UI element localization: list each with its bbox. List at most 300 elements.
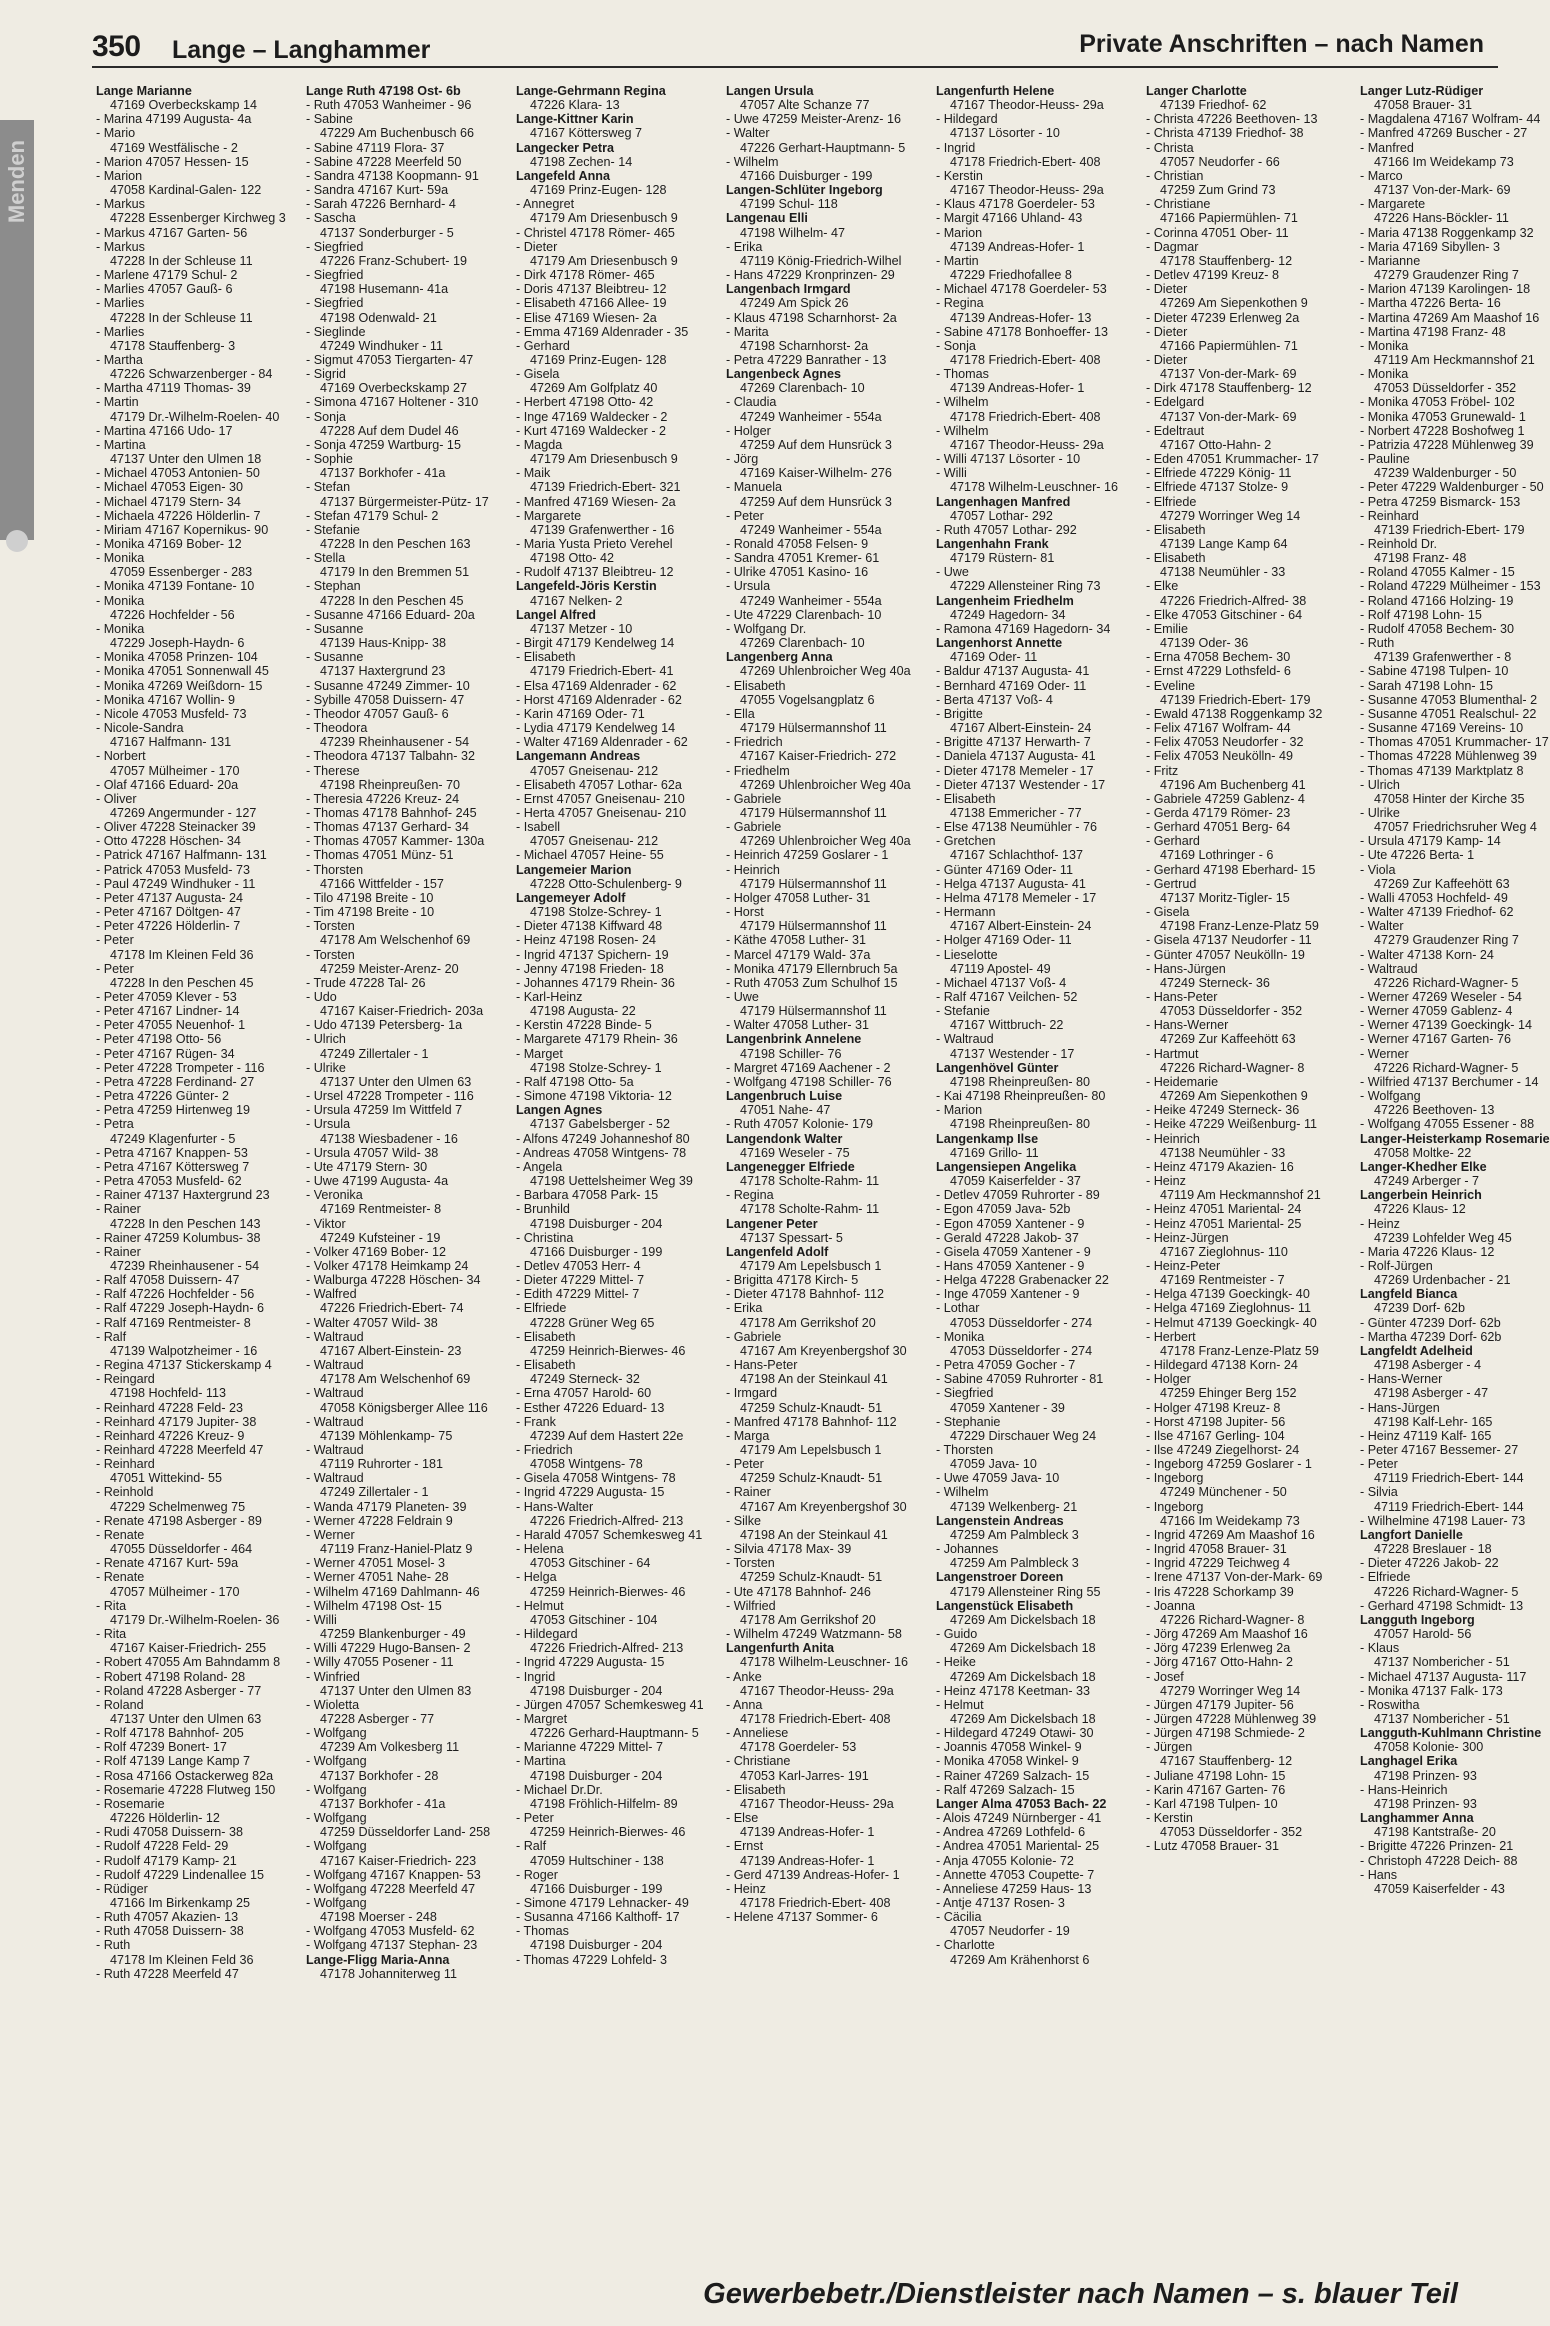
listing-line: - Rosa 47166 Ostackerweg 82a <box>96 1768 274 1783</box>
listing-line: - Helena <box>516 1542 564 1557</box>
listing-line: 47139 Andreas-Hofer- 1 <box>950 381 1085 396</box>
listing-line: 47139 Möhlenkamp- 75 <box>320 1428 453 1443</box>
listing-line: - Margarete 47179 Rhein- 36 <box>516 1032 678 1047</box>
listing-line: 47269 Am Dickelsbach 18 <box>950 1669 1096 1684</box>
listing-line: 47226 Franz-Schubert- 19 <box>320 253 468 268</box>
listing-line: - Dieter <box>1146 324 1188 339</box>
listing-line: - Susanna 47166 Kalthoff- 17 <box>516 1910 680 1925</box>
listing-line: - Ingrid 47229 Teichweg 4 <box>1146 1556 1290 1571</box>
listing-line: 47059 Kaiserfelder - 37 <box>950 1174 1081 1189</box>
listing-line: 47058 Hinter der Kirche 35 <box>1374 791 1525 806</box>
listing-line: - Marina 47199 Augusta- 4a <box>96 112 252 127</box>
listing-line: - Theresia 47226 Kreuz- 24 <box>306 791 460 806</box>
listing-line: - Manfred <box>1360 140 1414 155</box>
listing-line: - Markus <box>96 239 145 254</box>
listing-line: - Irmgard <box>726 1386 778 1401</box>
listing-line: 47137 Borkhofer - 41a <box>320 466 446 481</box>
listing-line: - Peter 47226 Hölderlin- 7 <box>96 919 241 934</box>
listing-line: - Wilhelm 47169 Dahlmann- 46 <box>306 1584 480 1599</box>
listing-line: - Gerda 47179 Römer- 23 <box>1146 805 1291 820</box>
listing-line: - Dirk 47178 Römer- 465 <box>516 268 655 283</box>
listing-line: - Nicole 47053 Musfeld- 73 <box>96 706 247 721</box>
listing-line: 47139 Lange Kamp 64 <box>1160 537 1288 551</box>
listing-line: - Lutz 47058 Brauer- 31 <box>1146 1839 1280 1854</box>
listing-line: 47269 Clarenbach- 10 <box>740 381 865 396</box>
listing-line: - Marco <box>1360 168 1403 183</box>
listing-line: 47119 Franz-Haniel-Platz 9 <box>320 1542 473 1557</box>
listing-line: - Peter 47167 Rügen- 34 <box>96 1046 235 1061</box>
listing-line: - Sieglinde <box>306 324 366 339</box>
listing-line: Langenfeld Adolf <box>726 1244 829 1259</box>
listing-line: - Karl-Heinz <box>516 990 583 1004</box>
listing-line: - Silvia 47178 Max- 39 <box>726 1542 852 1557</box>
listing-line: 47228 Breslauer - 18 <box>1374 1542 1492 1557</box>
listing-line: - Christa <box>1146 140 1194 155</box>
listing-line: 47198 Duisburger - 204 <box>530 1216 663 1231</box>
listing-line: - Viktor <box>306 1216 346 1231</box>
listing-line: 47167 Nelken- 2 <box>530 593 623 608</box>
listing-line: 47138 Neumühler - 33 <box>1160 1145 1286 1160</box>
listing-line: 47198 Stolze-Schrey- 1 <box>530 905 662 920</box>
listing-line: - Gerhard 47198 Schmidt- 13 <box>1360 1598 1524 1613</box>
listing-line: 47198 Rheinpreußen- 70 <box>320 777 461 792</box>
listing-line: - Sabine 47059 Ruhrorter - 81 <box>936 1372 1104 1387</box>
listing-line: - Erika <box>726 1301 763 1316</box>
listing-line: 47228 In der Schleuse 11 <box>110 253 253 268</box>
listing-line: - Anke <box>726 1669 762 1684</box>
listing-line: 47269 Am Dickelsbach 18 <box>950 1612 1096 1627</box>
listing-line: - Renate 47198 Asberger - 89 <box>96 1513 262 1528</box>
listing-line: 47167 Zieglohnus- 110 <box>1160 1244 1288 1259</box>
listing-line: - Josef <box>1146 1669 1184 1684</box>
listing-line: - Monika 47058 Winkel- 9 <box>936 1754 1079 1769</box>
listing-line: - Juliane 47198 Lohn- 15 <box>1146 1768 1286 1783</box>
listing-line: 47228 Grüner Weg 65 <box>530 1315 655 1330</box>
listing-line: - Rudolf 47179 Kamp- 21 <box>96 1853 237 1868</box>
listing-line: - Elisabeth <box>726 678 786 693</box>
listing-line: 47055 Düsseldorfer - 464 <box>110 1542 253 1557</box>
listing-line: 47169 Kaiser-Wilhelm- 276 <box>740 466 892 481</box>
listing-line: - Jörg 47239 Erlenweg 2a <box>1146 1641 1291 1656</box>
listing-line: - Waltraud <box>936 1032 994 1047</box>
listing-line: - Rudolf 47137 Bleibtreu- 12 <box>516 565 674 580</box>
listing-line: - Elisabeth <box>726 1782 786 1797</box>
listing-line: 47178 Am Welschenhof 69 <box>320 1372 471 1387</box>
listing-line: - Hans-Peter <box>726 1358 798 1373</box>
listing-line: 47137 Nombericher - 51 <box>1374 1655 1510 1670</box>
listing-line: - Gabriele 47259 Gablenz- 4 <box>1146 791 1305 806</box>
listing-line: - Thomas 47178 Bahnhof- 245 <box>306 805 477 820</box>
listing-line: - Monika <box>96 593 145 608</box>
listing-line: - Petra 47167 Köttersweg 7 <box>96 1159 250 1174</box>
listing-line: - Sonja 47259 Wartburg- 15 <box>306 437 461 452</box>
listing-line: - Udo <box>306 990 337 1004</box>
listing-line: - Rita <box>96 1598 127 1613</box>
listing-line: - Thomas 47137 Gerhard- 34 <box>306 820 469 835</box>
listing-line: - Gerd 47139 Andreas-Hofer- 1 <box>726 1867 900 1882</box>
listing-line: Lange-Kittner Karin <box>516 112 634 127</box>
listing-column-7 <box>1360 84 1550 2234</box>
listing-line: 47178 Goerdeler- 53 <box>740 1740 857 1755</box>
listing-line: 47269 Zur Kaffeehött 63 <box>1160 1032 1296 1047</box>
listing-line: 47167 Albert-Einstein- 23 <box>320 1343 462 1358</box>
listing-line: - Petra 47229 Banrather - 13 <box>726 352 887 367</box>
listing-line: - Wilhelm <box>936 395 989 410</box>
listing-line: Langemeier Marion <box>516 862 632 877</box>
listing-line: - Michael 47053 Antonien- 50 <box>96 466 260 481</box>
listing-line: - Marlies <box>96 324 145 339</box>
listing-line: 47179 Allensteiner Ring 55 <box>950 1584 1101 1599</box>
listing-line: 47139 Andreas-Hofer- 1 <box>950 239 1085 254</box>
listing-line: 47198 Otto- 42 <box>530 551 615 566</box>
listing-line: - Udo 47139 Petersberg- 1a <box>306 1018 463 1033</box>
listing-line: 47239 Rheinhausener - 54 <box>110 1258 260 1273</box>
listing-line: 47167 Theodor-Heuss- 29a <box>950 183 1104 198</box>
listing-line: - Martina <box>516 1754 566 1769</box>
listing-line: - Wanda 47179 Planeten- 39 <box>306 1499 467 1514</box>
listing-line: - Monika <box>1360 338 1409 353</box>
listing-line: - Ruth 47058 Duissern- 38 <box>96 1924 244 1939</box>
listing-line: - Thomas 47057 Kammer- 130a <box>306 834 485 849</box>
listing-line: - Werner 47228 Feldrain 9 <box>306 1513 453 1528</box>
listing-line: - Petra 47059 Gocher - 7 <box>936 1358 1076 1373</box>
listing-line: 47269 Am Siepenkothen 9 <box>1160 296 1308 311</box>
listing-line: - Ute 47178 Bahnhof- 246 <box>726 1584 871 1599</box>
listing-line: - Walter 47057 Wild- 38 <box>306 1315 438 1330</box>
listing-line: - Wolfgang <box>306 1782 367 1797</box>
listing-line: - Heinz-Peter <box>1146 1258 1221 1273</box>
listing-line: - Jörg 47167 Otto-Hahn- 2 <box>1146 1655 1294 1670</box>
listing-line: 47166 Wittfelder - 157 <box>320 876 444 891</box>
listing-line: 47198 Fröhlich-Hilfelm- 89 <box>530 1796 678 1811</box>
listing-line: - Heinz 47051 Mariental- 24 <box>1146 1202 1302 1217</box>
listing-line: - Ruth <box>96 1938 131 1953</box>
listing-line: - Ernst <box>726 1839 764 1854</box>
listing-line: - Rosemarie 47228 Flutweg 150 <box>96 1782 276 1797</box>
listing-line: - Ralf 47198 Otto- 5a <box>516 1074 634 1089</box>
listing-line: Langefeld Anna <box>516 168 610 183</box>
listing-line: 47229 Joseph-Haydn- 6 <box>110 636 245 651</box>
listing-line: - Petra 47228 Ferdinand- 27 <box>96 1074 255 1089</box>
listing-line: - Willi 47229 Hugo-Bansen- 2 <box>306 1641 471 1656</box>
listing-line: - Elisabeth <box>1146 551 1206 566</box>
listing-column-3 <box>516 84 721 2234</box>
listing-line: - Gisela 47058 Wintgens- 78 <box>516 1471 676 1486</box>
listing-line: - Ingrid <box>516 1669 556 1684</box>
listing-line: - Roswitha <box>1360 1697 1420 1712</box>
listing-line: - Jürgen 47198 Schmiede- 2 <box>1146 1726 1305 1741</box>
listing-line: - Sabine <box>306 112 353 127</box>
listing-line: 47167 Kaiser-Friedrich- 203a <box>320 1004 484 1019</box>
listing-line: - Irene 47137 Von-der-Mark- 69 <box>1146 1570 1323 1585</box>
listing-line: - Rolf-Jürgen <box>1360 1258 1433 1273</box>
listing-line: - Reinhard 47228 Feld- 23 <box>96 1400 244 1415</box>
listing-line: - Willi <box>936 466 967 481</box>
listing-line: - Werner 47139 Goeckingk- 14 <box>1360 1018 1532 1033</box>
listing-line: - Inge 47169 Waldecker - 2 <box>516 409 668 424</box>
listing-line: 47053 Karl-Jarres- 191 <box>740 1768 869 1783</box>
listing-line: 47179 Hülsermannshof 11 <box>740 919 887 934</box>
listing-line: 47057 Gneisenau- 212 <box>530 763 659 778</box>
listing-line: - Marion <box>936 1103 983 1118</box>
listing-line: - Kerstin <box>936 168 983 183</box>
listing-line: - Gerhard <box>1146 834 1200 849</box>
listing-line: Langenstroer Doreen <box>936 1570 1064 1585</box>
listing-line: - Veronika <box>306 1188 363 1203</box>
listing-line: - Dieter 47229 Mittel- 7 <box>516 1273 645 1288</box>
listing-line: - Uwe 47059 Java- 10 <box>936 1471 1060 1486</box>
listing-line: 47169 Overbeckskamp 27 <box>320 381 468 396</box>
listing-line: 47259 Am Palmbleck 3 <box>950 1556 1079 1571</box>
listing-line: - Marita <box>726 324 769 339</box>
listing-line: - Monika 47053 Fröbel- 102 <box>1360 395 1515 410</box>
listing-line: 47259 Schulz-Knaudt- 51 <box>740 1471 883 1486</box>
listing-line: - Baldur 47137 Augusta- 41 <box>936 664 1090 679</box>
listing-line: - Rainer 47269 Salzach- 15 <box>936 1768 1090 1783</box>
listing-line: - Jörg <box>726 452 759 467</box>
listing-line: Langfeldt Adelheid <box>1360 1343 1473 1358</box>
listing-line: 47179 In den Bremmen 51 <box>320 565 470 580</box>
listing-line: - Edith 47229 Mittel- 7 <box>516 1287 640 1302</box>
listing-line: - Uwe 47199 Augusta- 4a <box>306 1174 449 1189</box>
listing-line: - Charlotte <box>936 1938 995 1953</box>
listing-line: 47059 Kaiserfelder - 43 <box>1374 1881 1505 1896</box>
listing-line: - Esther 47226 Eduard- 13 <box>516 1400 665 1415</box>
listing-column-5 <box>936 84 1141 2234</box>
listing-line: - Helga <box>516 1570 557 1585</box>
listing-line: - Reinhard 47226 Kreuz- 9 <box>96 1428 245 1443</box>
listing-line: - Waltraud <box>306 1329 364 1344</box>
listing-line: 47178 Friedrich-Ebert- 408 <box>950 154 1101 169</box>
listing-line: - Stephanie <box>936 1414 1001 1429</box>
listing-line: - Iris 47228 Schorkamp 39 <box>1146 1584 1294 1599</box>
listing-line: - Markus 47167 Garten- 56 <box>96 225 248 240</box>
listing-line: 47058 Moltke- 22 <box>1374 1145 1472 1160</box>
listing-line: 47239 Am Volkesberg 11 <box>320 1740 460 1755</box>
listing-line: - Helmut <box>936 1697 984 1712</box>
listing-line: - Sigmut 47053 Tiergarten- 47 <box>306 352 474 367</box>
listing-line: - Gabriele <box>726 820 782 835</box>
listing-line: - Elisabeth 47166 Allee- 19 <box>516 296 667 311</box>
listing-line: 47178 Wilhelm-Leuschner- 16 <box>950 480 1119 495</box>
listing-line: - Dieter 47226 Jakob- 22 <box>1360 1556 1499 1571</box>
listing-line: - Peter 47167 Lindner- 14 <box>96 1004 240 1019</box>
listing-line: - Gretchen <box>936 834 996 849</box>
listing-line: - Barbara 47058 Park- 15 <box>516 1188 659 1203</box>
listing-line: 47139 Haus-Knipp- 38 <box>320 636 447 651</box>
listing-line: Langer Lutz-Rüdiger <box>1360 84 1484 98</box>
listing-line: Langen Agnes <box>516 1103 603 1118</box>
listing-line: 47167 Stauffenberg- 12 <box>1160 1754 1293 1769</box>
listing-line: 47058 Königsberger Allee 116 <box>320 1400 488 1415</box>
listing-line: - Heinrich 47259 Goslarer - 1 <box>726 848 889 863</box>
listing-line: - Gisela 47137 Neudorfer - 11 <box>1146 933 1312 948</box>
listing-line: 47198 Zechen- 14 <box>530 154 633 169</box>
listing-line: - Oliver <box>96 791 137 806</box>
listing-line: - Walter 47138 Korn- 24 <box>1360 947 1494 962</box>
listing-line: - Elfriede <box>1360 1570 1411 1585</box>
listing-line: - Walfred <box>306 1287 357 1302</box>
listing-line: - Helene 47137 Sommer- 6 <box>726 1910 878 1925</box>
listing-line: 47269 Am Golfplatz 40 <box>530 381 658 396</box>
listing-line: 47178 Friedrich-Ebert- 408 <box>740 1896 891 1910</box>
listing-line: 47259 Auf dem Hunsrück 3 <box>740 437 892 452</box>
listing-line: 47166 Papiermühlen- 71 <box>1160 211 1298 226</box>
listing-line: - Regina <box>936 296 984 311</box>
listing-line: Langenhahn Frank <box>936 537 1049 551</box>
listing-line: - Else <box>726 1811 759 1826</box>
listing-line: - Horst 47198 Jupiter- 56 <box>1146 1414 1286 1429</box>
listing-line: - Waltraud <box>1360 961 1418 976</box>
listing-columns <box>96 84 1550 2234</box>
listing-line: Langel Alfred <box>516 607 597 622</box>
listing-line: - Michael 47178 Goerdeler- 53 <box>936 282 1107 297</box>
listing-line: - Peter <box>1360 1457 1398 1472</box>
listing-line: - Wolfgang 47198 Schiller- 76 <box>726 1074 892 1089</box>
listing-line: Langer-Heisterkamp Rosemarie <box>1360 1131 1550 1146</box>
listing-line: - Wolfgang <box>306 1811 367 1826</box>
listing-line: - Martina 47166 Udo- 17 <box>96 423 233 438</box>
listing-line: 47196 Am Buchenberg 41 <box>1160 777 1306 792</box>
listing-line: 47269 Angermunder - 127 <box>110 805 257 820</box>
listing-line: - Renate 47167 Kurt- 59a <box>96 1556 239 1571</box>
listing-line: - Daniela 47137 Augusta- 41 <box>936 749 1096 764</box>
listing-line: - Annette 47053 Coupette- 7 <box>936 1867 1095 1882</box>
listing-line: - Detlev 47199 Kreuz- 8 <box>1146 268 1280 283</box>
listing-line: 47138 Wiesbadener - 16 <box>320 1131 458 1146</box>
listing-line: - Monika 47169 Bober- 12 <box>96 537 242 551</box>
listing-line: - Isabell <box>516 820 561 835</box>
listing-line: - Ruth 47057 Lothar- 292 <box>936 522 1077 537</box>
listing-line: - Elisabeth <box>516 650 576 665</box>
listing-line: - Manfred 47169 Wiesen- 2a <box>516 494 676 509</box>
listing-line: - Monika <box>936 1329 985 1344</box>
listing-line: - Holger 47169 Oder- 11 <box>936 933 1072 948</box>
listing-line: - Stefanie <box>936 1004 990 1019</box>
listing-line: - Therese <box>306 763 360 778</box>
listing-line: - Ingrid 47269 Am Maashof 16 <box>1146 1527 1315 1542</box>
listing-line: - Ilse 47167 Gerling- 104 <box>1146 1428 1285 1443</box>
listing-line: 47178 Franz-Lenze-Platz 59 <box>1160 1343 1319 1358</box>
listing-line: 47259 Düsseldorfer Land- 258 <box>320 1825 491 1840</box>
listing-line: 47226 Klara- 13 <box>530 98 620 113</box>
listing-line: - Heinz 47178 Keetman- 33 <box>936 1683 1091 1698</box>
listing-line: - Ingrid 47229 Augusta- 15 <box>516 1655 665 1670</box>
listing-line: 47139 Walpotzheimer - 16 <box>110 1343 258 1358</box>
listing-line: - Claudia <box>726 395 777 410</box>
listing-line: 47166 Im Birkenkamp 25 <box>110 1896 251 1910</box>
listing-line: Langenhorst Annette <box>936 636 1063 651</box>
listing-line: - Sonja <box>936 338 976 353</box>
listing-line: - Heinz <box>726 1881 766 1896</box>
listing-line: - Rolf 47198 Lohn- 15 <box>1360 607 1482 622</box>
listing-line: - Frank <box>516 1414 556 1429</box>
listing-line: - Wolfgang 47053 Musfeld- 62 <box>306 1924 475 1939</box>
listing-line: - Elisabeth <box>516 1358 576 1373</box>
listing-line: 47139 Grafenwerther - 8 <box>1374 650 1512 665</box>
listing-line: - Marlies <box>96 296 145 311</box>
listing-line: - Wilhelm <box>936 423 989 438</box>
listing-line: 47198 Husemann- 41a <box>320 282 449 297</box>
listing-line: 47198 Franz-Lenze-Platz 59 <box>1160 919 1319 934</box>
listing-line: - Robert 47055 Am Bahndamm 8 <box>96 1655 281 1670</box>
listing-line: 47119 Am Heckmannshof 21 <box>1160 1188 1321 1203</box>
listing-line: 47178 Friedrich-Ebert- 408 <box>740 1711 891 1726</box>
listing-line: Langguth-Kuhlmann Christine <box>1360 1726 1542 1741</box>
side-tab-label: Menden <box>4 140 29 224</box>
listing-line: - Antje 47137 Rosen- 3 <box>936 1896 1065 1910</box>
listing-line: - Christa 47139 Friedhof- 38 <box>1146 126 1304 141</box>
listing-line: - Johannes 47179 Rhein- 36 <box>516 975 675 990</box>
listing-line: - Reinhold <box>96 1485 154 1500</box>
listing-line: 47119 König-Friedrich-Wilhel <box>740 253 902 268</box>
listing-line: - Wilfried 47137 Berchumer - 14 <box>1360 1074 1539 1089</box>
listing-line: 47228 In den Peschen 45 <box>110 975 254 990</box>
listing-column-4 <box>726 84 931 2234</box>
listing-line: 47139 Friedrich-Ebert- 321 <box>530 480 681 495</box>
listing-line: - Holger <box>726 423 771 438</box>
listing-line: - Siegfried <box>306 239 364 254</box>
listing-line: 47198 Scharnhorst- 2a <box>740 338 869 353</box>
listing-line: - Walter 47139 Friedhof- 62 <box>1360 905 1514 920</box>
listing-line: - Ernst 47057 Gneisenau- 210 <box>516 791 685 806</box>
listing-line: 47179 Hülsermannshof 11 <box>740 721 887 736</box>
listing-line: 47137 Unter den Ulmen 18 <box>110 452 262 467</box>
listing-line: - Christel 47178 Römer- 465 <box>516 225 675 240</box>
listing-line: - Monika 47179 Ellernbruch 5a <box>726 961 898 976</box>
listing-line: - Birgit 47179 Kendelweg 14 <box>516 636 675 651</box>
listing-line: - Wolfgang <box>306 1896 367 1910</box>
listing-line: - Rolf 47239 Bonert- 17 <box>96 1740 227 1755</box>
listing-line: Langenbrink Annelene <box>726 1032 862 1047</box>
listing-line: 47259 Heinrich-Bierwes- 46 <box>530 1343 686 1358</box>
listing-line: - Hildegard 47138 Korn- 24 <box>1146 1358 1298 1373</box>
listing-line: - Susanne 47249 Zimmer- 10 <box>306 678 470 693</box>
listing-line: - Volker 47178 Heimkamp 24 <box>306 1258 469 1273</box>
listing-line: - Susanne 47051 Realschul- 22 <box>1360 706 1537 721</box>
listing-line: - Roland <box>96 1697 144 1712</box>
listing-line: 47178 Johanniterweg 11 <box>320 1966 458 1981</box>
listing-line: - Thorsten <box>306 862 364 877</box>
listing-line: - Felix 47167 Wolfram- 44 <box>1146 721 1291 736</box>
name-range: Lange – Langhammer <box>172 36 431 64</box>
listing-line: - Uwe 47259 Meister-Arenz- 16 <box>726 112 901 127</box>
listing-line: 47137 Von-der-Mark- 69 <box>1160 367 1297 382</box>
listing-line: 47167 Kaiser-Friedrich- 272 <box>740 749 897 764</box>
listing-line: 47169 Westfälische - 2 <box>110 140 238 155</box>
listing-line: 47269 Am Dickelsbach 18 <box>950 1711 1096 1726</box>
listing-line: - Heike 47249 Sterneck- 36 <box>1146 1103 1300 1118</box>
listing-line: - Markus <box>96 197 145 212</box>
listing-line: - Heinz-Jürgen <box>1146 1230 1229 1245</box>
listing-line: - Thorsten <box>936 1443 994 1457</box>
listing-line: Langemann Andreas <box>516 749 641 764</box>
listing-line: - Elisabeth 47057 Lothar- 62a <box>516 777 682 792</box>
listing-line: - Waltraud <box>306 1471 364 1486</box>
listing-line: Langfeld Bianca <box>1360 1287 1458 1302</box>
listing-line: 47138 Neumühler - 33 <box>1160 565 1286 580</box>
listing-line: 47198 Duisburger - 204 <box>530 1768 663 1783</box>
listing-line: - Ralf 47269 Salzach- 15 <box>936 1782 1075 1797</box>
listing-line: - Michael Dr.Dr. <box>516 1782 603 1797</box>
listing-line: - Peter <box>726 1457 764 1472</box>
listing-line: - Monika <box>1360 367 1409 382</box>
listing-line: - Dieter <box>1146 352 1188 367</box>
listing-line: - Karin 47167 Garten- 76 <box>1146 1782 1286 1797</box>
listing-line: - Horst <box>726 905 764 920</box>
listing-line: - Torsten <box>306 947 355 962</box>
listing-line: 47279 Worringer Weg 14 <box>1160 508 1301 523</box>
